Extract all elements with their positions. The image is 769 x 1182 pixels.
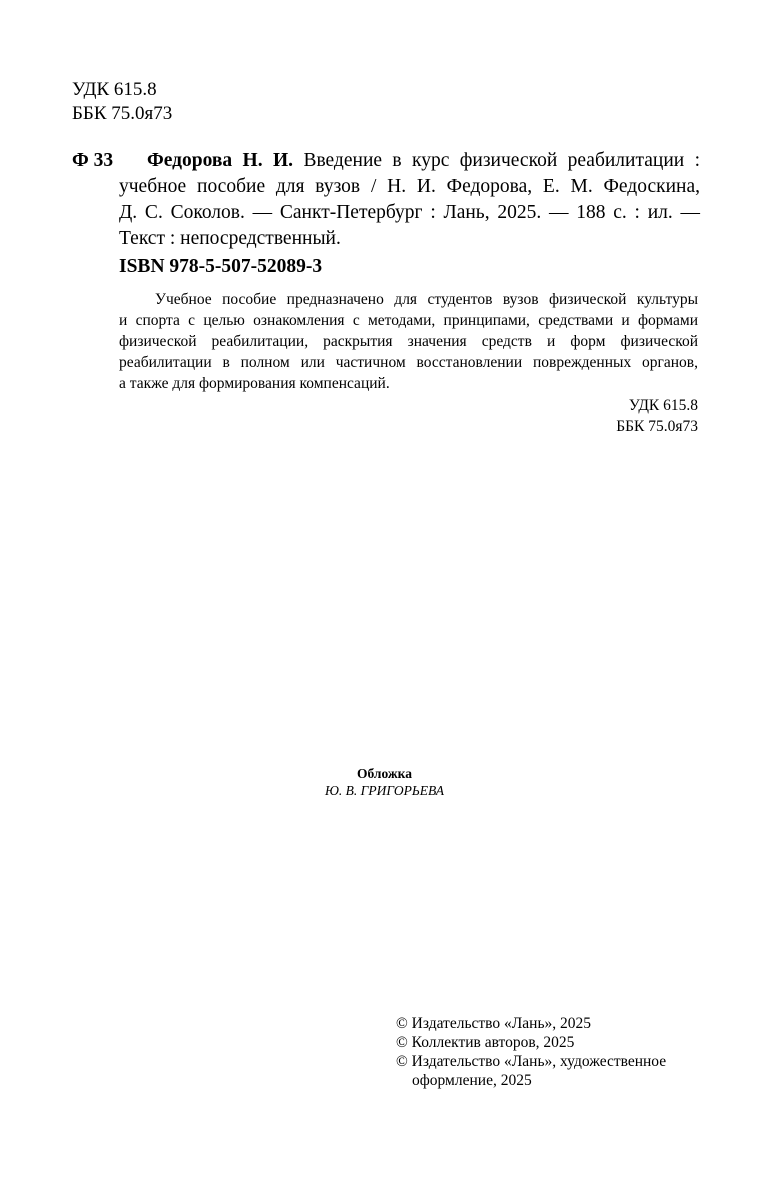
bbk-code: ББК 75.0я73 bbox=[72, 103, 173, 124]
cover-label: Обложка bbox=[356, 766, 412, 781]
author-mark: Ф 33 bbox=[72, 150, 114, 171]
record-line-2: учебное пособие для вузов / Н. И. Федорова, Е. М. Федоскина, bbox=[119, 176, 700, 197]
annotation-line: и спорта с целью ознакомления с методами, принципами, средствами и формами bbox=[119, 312, 698, 329]
record-first-line bbox=[147, 148, 700, 174]
copyright-line: © Коллектив авторов, 2025 bbox=[396, 1034, 575, 1051]
bibliographic-record bbox=[72, 148, 700, 252]
udk-code: УДК 615.8 bbox=[72, 79, 157, 100]
record-line-4: Текст : непосредственный. bbox=[119, 228, 341, 249]
cover-credit bbox=[0, 765, 769, 799]
title-start: Введение в курс физической реабилитации : bbox=[303, 150, 701, 171]
copyright-block bbox=[396, 1014, 666, 1090]
annotation bbox=[119, 289, 698, 394]
annotation-line: физической реабилитации, раскрытия значения средств и форм физической bbox=[119, 333, 698, 350]
annotation-line: Учебное пособие предназначено для студентов вузов физической культуры bbox=[155, 291, 698, 308]
classification-codes-bottom bbox=[616, 395, 698, 437]
cover-designer: Ю. В. ГРИГОРЬЕВА bbox=[324, 783, 445, 798]
author-name: Федорова Н. И. bbox=[147, 150, 294, 171]
annotation-line: а также для формирования компенсаций. bbox=[119, 375, 390, 392]
record-line-3: Д. С. Соколов. — Санкт-Петербург : Лань, 2025. — 188 с. : ил. — bbox=[119, 202, 700, 223]
copyright-line: © Издательство «Лань», 2025 bbox=[396, 1015, 592, 1032]
bbk-code: ББК 75.0я73 bbox=[616, 418, 698, 435]
copyright-line: © Издательство «Лань», художественное bbox=[396, 1053, 667, 1070]
classification-codes-top bbox=[72, 78, 172, 126]
udk-code: УДК 615.8 bbox=[628, 397, 698, 414]
isbn: ISBN 978-5-507-52089-3 bbox=[119, 256, 323, 277]
copyright-line: оформление, 2025 bbox=[412, 1072, 532, 1089]
annotation-line: реабилитации в полном или частичном восстановлении поврежденных органов, bbox=[119, 354, 698, 371]
